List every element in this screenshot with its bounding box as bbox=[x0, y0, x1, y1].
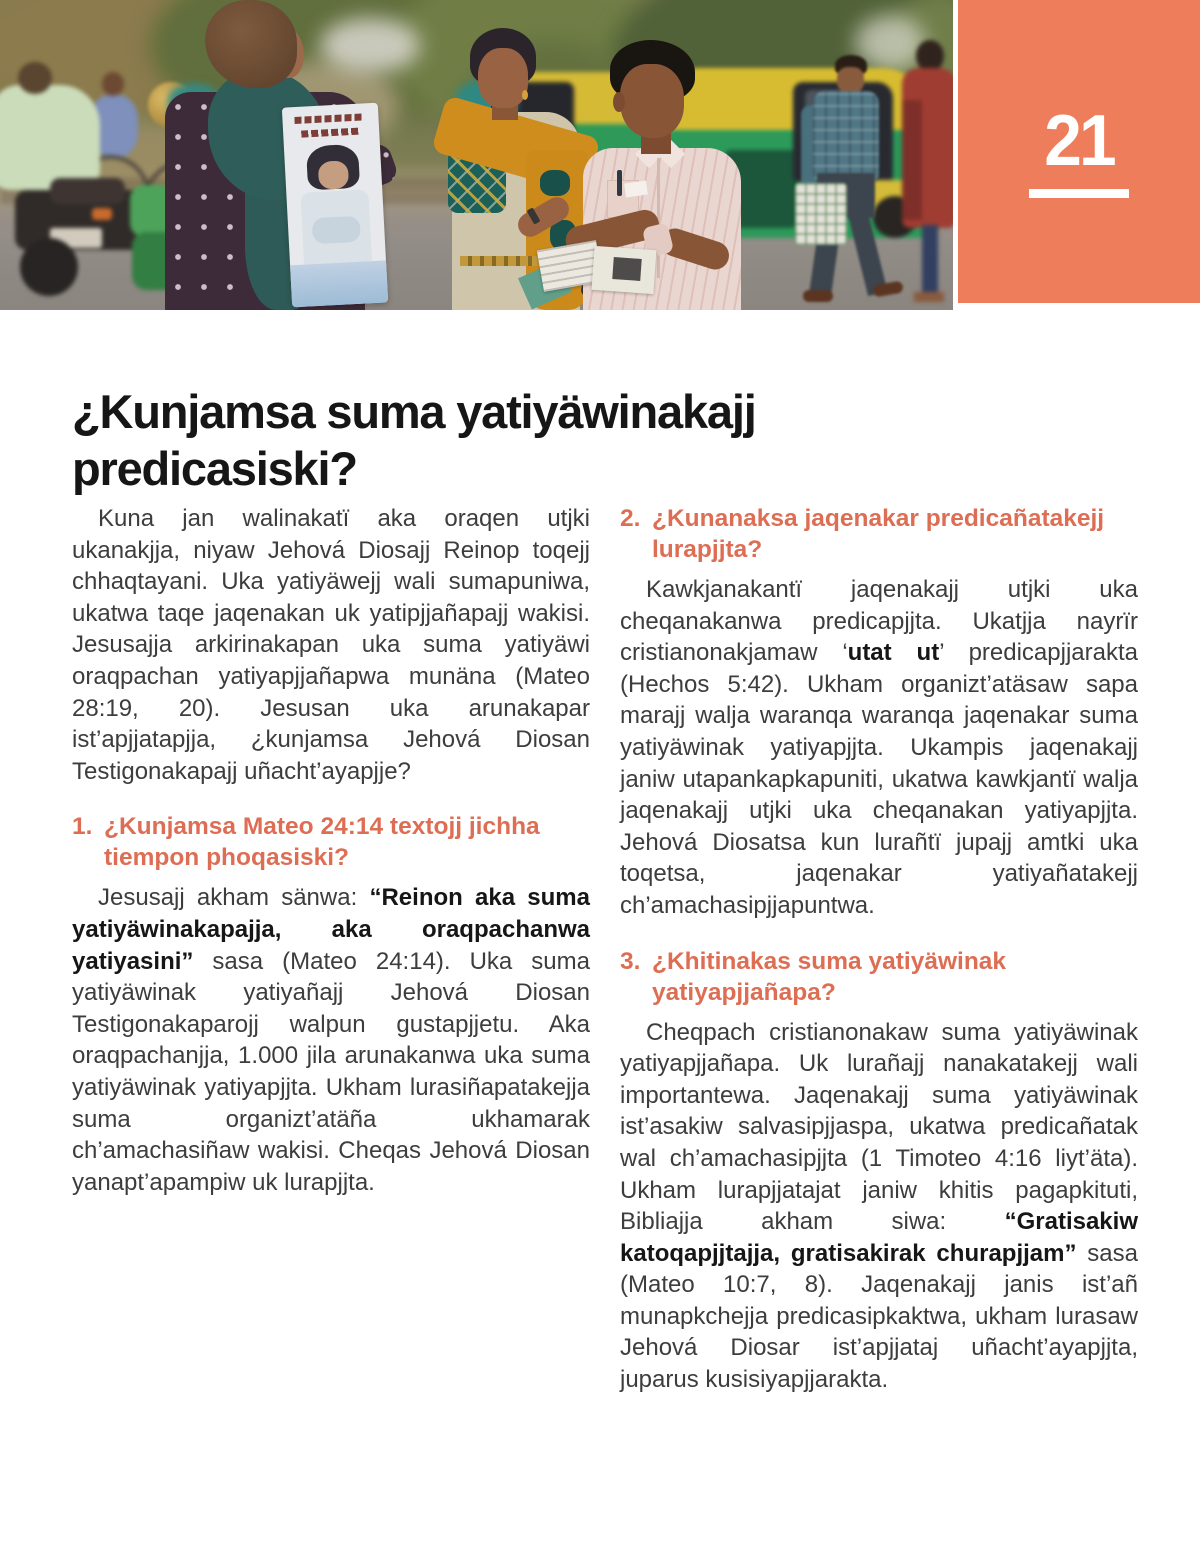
section-3 bbox=[620, 946, 1138, 1396]
chapter-number-box bbox=[958, 0, 1200, 303]
right-column bbox=[620, 503, 1138, 1396]
page-title: ¿Kunjamsa suma yatiyäwinakajj predicasiski? bbox=[72, 385, 756, 496]
hero-photo bbox=[0, 0, 953, 310]
section-1 bbox=[72, 811, 590, 1198]
section-number: 1. bbox=[72, 813, 93, 841]
article-columns bbox=[72, 503, 1138, 1396]
section-number: 2. bbox=[620, 505, 641, 532]
section-heading-text: ¿Khitinakas suma yatiyäwinak yatiyapjjañapa? bbox=[652, 947, 1007, 1006]
section-1-paragraph: Jesusajj akham sänwa: “Reinon aka suma yatiyäwinakapajja, aka oraqpachanwa yatiyasini” sasa (Mateo 24:14). Uka suma yatiyäwinak yatiyañajj Jehová Diosan Testigonakaparojj walpun gustapjjetu. Aka oraqpachanjja, 1.000 jila arunakanwa uka suma yatiyäwinak yatiyapjjta. Ukham lurasiñapatakejja suma organizt’atäña ukhamarak ch’amachasiñaw wakisi. Cheqas Jehová Diosan yanapt’apampiw uk lurapjjta. bbox=[72, 884, 590, 1196]
section-number: 3. bbox=[620, 947, 641, 975]
chapter-number-underline bbox=[1029, 189, 1129, 198]
section-1-heading bbox=[72, 811, 590, 873]
section-2-heading bbox=[620, 503, 1138, 565]
left-column bbox=[72, 503, 590, 1396]
section-2 bbox=[620, 503, 1138, 922]
section-heading-text: ¿Kunanaksa jaqenakar predicañatakejj lurapjjta? bbox=[652, 505, 1105, 563]
chapter-number: 21 bbox=[1044, 101, 1114, 181]
section-heading-text: ¿Kunjamsa Mateo 24:14 textojj jichha tiempon phoqasiski? bbox=[104, 813, 540, 872]
photo-color-grade bbox=[0, 0, 953, 310]
section-3-paragraph: Cheqpach cristianonakaw suma yatiyäwinak yatiyapjjañapa. Uk lurañajj nanakatakejj wali importantewa. Jaqenakajj suma yatiyäwinak ist’asakiw salvasipjjaspa, ukatwa predicañatak wal ch’amachasipjjta (1 Timoteo 4:16 liyt’äta). Ukham lurapjjatajat janiw khitis pagapkituti, Bibliajja akham siwa: “Gratisakiw katoqapjjtajja, gratisakirak churapjjam” sasa (Mateo 10:7, 8). Jaqenakajj janis ist’añ munapkchejja predicasipkaktwa, ukham lurasaw Jehová Diosar ist’apjjataj uñacht’ayapjjta, juparus kusisiyapjjarakta. bbox=[620, 1018, 1138, 1394]
section-2-paragraph: Kawkjanakantï jaqenakajj utjki uka cheqanakanwa predicapjjta. Ukatjja nayrïr cristianonakjamaw ‘utat ut’ predicapjjarakta (Hechos 5:42). Ukham organizt’atäsaw sapa marajj walja waranqa waranqa jaqenakar suma yatiyäwinak yatiyapjjta. Ukampis jaqenakajj janiw utapankapkapuniti, ukatwa kawkjantï walja jaqenakajj utjki uka cheqanakan yatiyapjjta. Jehová Diosatsa kun lurañtï jupajj amtki uka toqetsa, jaqenakar yatiyañatakejj ch’amachasipjjapuntwa. bbox=[620, 576, 1138, 919]
section-3-heading bbox=[620, 946, 1138, 1008]
intro-paragraph: Kuna jan walinakatï aka oraqen utjki ukanakjja, niyaw Jehová Diosajj Reinop toqejj chhaqtayani. Uka yatiyäwejj wali sumapuniwa, ukatwa taqe jaqenakan uk yatipjjañapajj wakisi. Jesusajja arkirinakapan uka suma yatiyäwi oraqpachan yatiyapjjañapwa munäna (Mateo 28:19, 20). Jesusan uka arunakapar ist’apjjatapjja, ¿kunjamsa Jehová Diosan Testigonakapajj uñacht’ayapjje? bbox=[72, 505, 590, 785]
